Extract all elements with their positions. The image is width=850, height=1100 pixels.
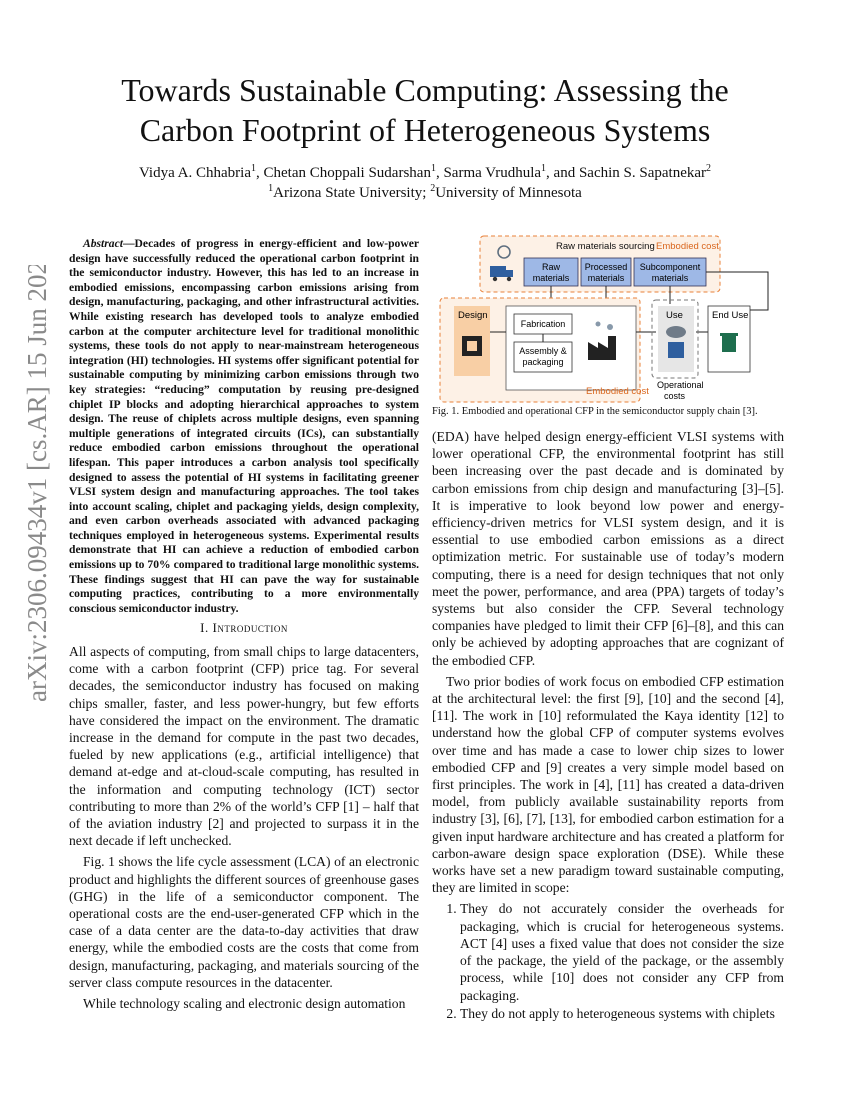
arxiv-id: arXiv:2306.09434v1 [cs.AR] 15 Jun 2023 [22, 265, 52, 702]
list-item: 2. They do not apply to heterogeneous systems with chiplets [460, 1005, 784, 1022]
recycle-bin-icon [720, 333, 738, 352]
label-design: Design [458, 310, 488, 321]
author-4: Sachin S. Sapatnekar [578, 165, 707, 181]
svg-text:materials: materials [587, 273, 625, 283]
paragraph: Fig. 1 shows the life cycle assessment (LCA) of an electronic product and highlights the different sources of greenhouse gases (GHG) in the life of a semiconductor component. The operational costs are the end-user-generated CFP which in the case of a data center are the data-to-day activities that draw energy, while the embodied costs are the costs that come from design, manufacturing, packaging, and materials sourcing of the server class compute resources in the datacenter. [69, 854, 419, 990]
chip-icon [462, 336, 482, 356]
label-raw-materials-sourcing: Raw materials sourcing [556, 241, 655, 252]
svg-text:Processed: Processed [584, 262, 628, 272]
label-operational-costs: Operational [657, 380, 704, 390]
abstract-text: —Decades of progress in energy-efficient and low-power design have successfully reduced the operational carbon footprint in the semiconductor industry. However, this has led to an increase in embodied emissions, encompassing carbon emissions arising from design, manufacturing, packaging, and other infrastructural activities. While existing research has developed tools to analyze embodied carbon at the computer architecture level for traditional monolithic systems, these tools do not apply to near-mainstream heterogeneous integration (HI) technologies. HI systems offer significant potential for sustainable computing by minimizing carbon emissions through two key strategies: “reducing” computation by reusing pre-designed chiplet IP blocks and adopting hierarchical approaches to system design. The reuse of chiplets across multiple designs, even spanning multiple generations of integrated circuits (ICs), can substantially reduce embodied carbon emissions throughout the operational lifespan. This paper introduces a carbon analysis tool specifically designed to assess the potential of HI systems in facilitating greener VLSI system design and manufacturing approaches. The tool takes into account scaling, chiplet and packaging yields, design complexity, and even carbon overheads associated with advanced packaging techniques employed in heterogeneous systems. Experimental results demonstrate that HI can achieve a reduction of embodied carbon emissions up to 70% compared to traditional large monolithic systems. These findings suggest that HI can pave the way for sustainable computing practices, contributing to a more environmentally conscious semiconductor industry. [69, 237, 419, 615]
label-embodied-cost-bottom: Embodied cost [586, 386, 649, 397]
title-line-2: Carbon Footprint of Heterogeneous Systems [139, 112, 711, 148]
paragraph: While technology scaling and electronic design automation [83, 996, 406, 1012]
arxiv-side-stamp [10, 265, 58, 705]
paragraph: All aspects of computing, from small chips to large datacenters, come with a carbon footprint (CFP) price tag. For several decades, the semiconductor industry has focused on making chips smaller, faster, and less power-hungry, but few efforts have considered the impact on the environment. The dramatic increase in the demand for compute in the past two decades, fueled by new applications (e.g., artificial intelligence) that demand at-edge and at-cloud-scale computing, has resulted in the information and computing technology (ICT) sector contributing to more than 2% of the world’s CFP [1] – half that of the aviation industry [2] and projected to surpass it in the next decade if left unchecked. [69, 644, 419, 849]
svg-text:costs: costs [664, 391, 686, 401]
paper-title [60, 70, 790, 150]
cloud-server-icon [666, 326, 686, 358]
figure-1 [438, 232, 776, 404]
affiliations: $^1$Arizona State University; $^2$University of Minnesota [268, 183, 582, 201]
section-heading-introduction: I. Introduction [200, 620, 288, 635]
paragraph: Two prior bodies of work focus on embodied CFP estimation at the architectural level: the first [9], [10] and the second [4], [11]. The work in [10] reformulated the Kaya identity [12] to understand how the global CFP of computer systems evolves over time and has made a case to lower chip sizes to lower embodied CFP and [9] creates a very simple model based on first principles. The work in [4], [11] has created a data-driven model, from publicly available sustainability reports from industry [3], [6], [7], [13], for embodied carbon estimation for a given input hardware architecture and has created a platform for carbon-aware design space exploration (DSE). While these works have set a new paradigm toward sustainable computing, they are limited in scope: [432, 673, 784, 896]
paragraph: (EDA) have helped design energy-efficient VLSI systems with lower operational CFP, the environmental footprint has still been increasing over the past decade and is dominated by carbon emissions from chip design and manufacturing [3]–[5]. It is imperative to look beyond low power and energy-efficiency-driven metrics for VLSI system design, and it is essential to use embodied carbon emissions as a direct optimization metric. For sustainable use of today’s modern computing, there is a need for design techniques that not only meet the power, performance, and area (PPA) targets of today’s systems but also consider the CFP. Several technology companies have pledged to limit their CFP [6]–[8], and this can only be achieved by adopting approaches that are cognizant of the embodied CFP. [432, 429, 784, 668]
limitations-list [432, 900, 784, 1021]
author-2: Chetan Choppali Sudarshan [263, 165, 431, 181]
author-1: Vidya A. Chhabria [138, 165, 251, 181]
label-use: Use [666, 310, 683, 321]
author-list: Vidya A. Chhabria$^1$, Chetan Choppali Sudarshan$^1$, Sarma Vrudhula$^1$, and Sachin S. Sapatnekar$^2$ [138, 163, 712, 181]
svg-text:Fabrication: Fabrication [520, 319, 566, 329]
author-3: Sarma Vrudhula [443, 165, 542, 181]
list-item: 1. They do not accurately consider the overheads for packaging, which is crucial for heterogeneous systems. ACT [4] uses a fixed value that does not consider the size of the package, the yield of the package, or the assembly process, while [10] does not consider any CFP from packaging. [460, 900, 784, 1003]
figure-caption: Fig. 1. Embodied and operational CFP in the semiconductor supply chain [3]. [432, 406, 758, 417]
svg-text:materials: materials [651, 273, 689, 283]
svg-text:Raw: Raw [541, 262, 561, 272]
affiliation-2: University of Minnesota [435, 185, 582, 201]
affiliation-1: Arizona State University; [273, 185, 431, 201]
abstract-label: Abstract [83, 237, 123, 250]
svg-text:packaging: packaging [522, 357, 564, 367]
intro-left-column [69, 643, 419, 1012]
abstract [69, 237, 419, 616]
intro-right-column [432, 428, 784, 1023]
title-line-1: Towards Sustainable Computing: Assessing the [121, 72, 729, 108]
label-embodied-cost-top: Embodied cost [656, 241, 719, 252]
svg-text:Assembly &: Assembly & [519, 346, 567, 356]
svg-text:Subcomponent: Subcomponent [639, 262, 701, 272]
svg-text:materials: materials [532, 273, 570, 283]
label-end-use: End Use [712, 310, 749, 321]
